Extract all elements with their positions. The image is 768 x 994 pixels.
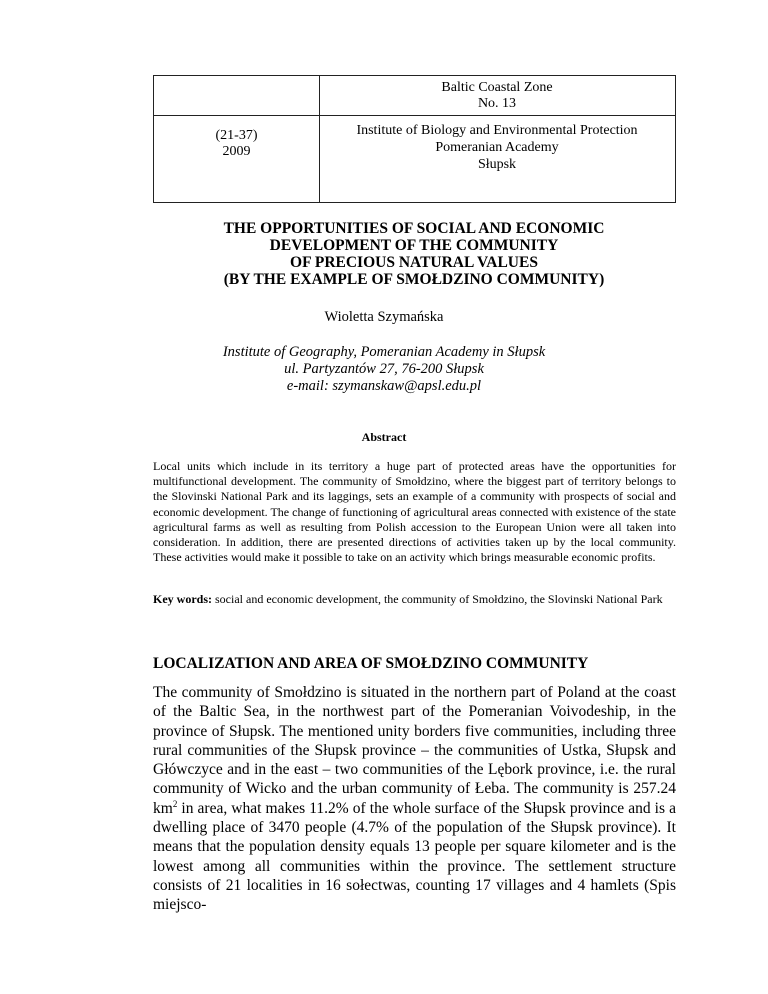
author-affiliation: [0, 344, 768, 395]
publication-year: 2009: [222, 144, 251, 159]
section-heading: LOCALIZATION AND AREA OF SMOŁDZINO COMMUNITY: [153, 655, 589, 672]
author-name: Wioletta Szymańska: [324, 309, 444, 325]
affiliation-institute: Institute of Geography, Pomeranian Academy in Słupsk: [222, 344, 546, 360]
journal-name: Baltic Coastal Zone: [441, 80, 553, 95]
journal-header-table: [153, 75, 676, 203]
body-text-part2: in area, what makes 11.2% of the whole surface of the Słupsk province and is a dwelling place of 3470 people (4.7% of the population of the Słupsk province). It means that the population density equals 13 people per square kilometer and is the lowest among all communities within the province. The settlement structure consists of 21 localities in 16 sołectwas, counting 17 villages and 4 hamlets (Spis miejsco-: [153, 799, 676, 914]
publisher-city: Słupsk: [477, 157, 517, 172]
abstract-heading: Abstract: [361, 430, 407, 444]
journal-issue: No. 13: [477, 96, 517, 111]
body-text-part1: The community of Smołdzino is situated in the northern part of Poland at the coast of the Baltic Sea, in the northwest part of the Pomeranian Voivodeship, in the province of Słupsk. The mentioned unity borders five communities, including three rural communities of the Słupsk province – the communities of Ustka, Słupsk and Główczyce and in the east – two communities of the Lębork province, i.e. the rural community of Wicko and the urban community of Łeba. The community is 257.24 km: [153, 684, 676, 817]
keywords-text: social and economic development, the community of Smołdzino, the Slovinski National Park: [215, 592, 663, 606]
affiliation-email[interactable]: e-mail: szymanskaw@apsl.edu.pl: [286, 378, 482, 394]
section-body: [153, 683, 676, 915]
paper-title: [150, 220, 678, 288]
title-line: THE OPPORTUNITIES OF SOCIAL AND ECONOMIC: [223, 220, 605, 237]
publisher-institute: Institute of Biology and Environmental Protection: [356, 123, 638, 138]
journal-cell: [319, 80, 675, 112]
publisher-cell: [319, 122, 675, 173]
page-range: (21-37): [215, 128, 258, 143]
keywords: [153, 592, 676, 607]
publisher-academy: Pomeranian Academy: [435, 140, 559, 155]
abstract-text: Local units which include in its territory a huge part of protected areas have the opportunities for multifunctional development. The community of Smołdzino, where the biggest part of territory belongs to the Slovinski National Park and its laggings, sets an example of a community with prospects of social and economic development. The change of functioning of agricultural areas connected with existence of the state agricultural farms as well as resulting from Polish accession to the European Union were all taken into consideration. In addition, there are presented directions of activities taken up by the local community. These activities would make it possible to take on an activity which brings measurable economic profits.: [153, 459, 676, 565]
title-line: OF PRECIOUS NATURAL VALUES: [290, 254, 538, 271]
title-line: (BY THE EXAMPLE OF SMOŁDZINO COMMUNITY): [223, 271, 605, 288]
area-superscript: 2: [172, 798, 178, 809]
pages-year-cell: [154, 128, 319, 160]
table-divider-horizontal: [154, 115, 675, 116]
keywords-label: Key words:: [153, 592, 212, 606]
affiliation-address: ul. Partyzantów 27, 76-200 Słupsk: [284, 361, 484, 377]
title-line: DEVELOPMENT OF THE COMMUNITY: [269, 237, 559, 254]
